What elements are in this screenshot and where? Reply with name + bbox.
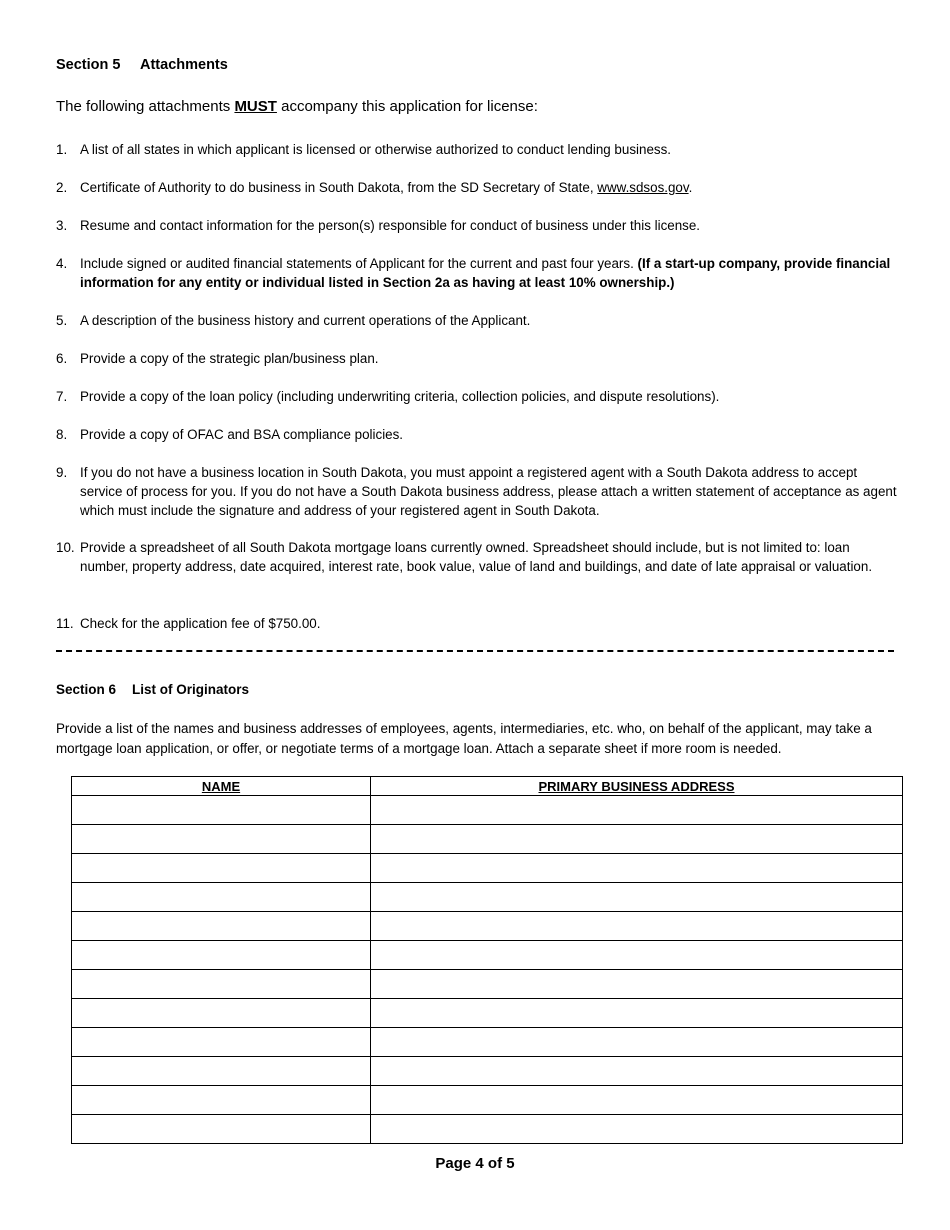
startup-note: (If a start-up company, provide financial information for any entity or individual listed in Section 2a as having at least 10% ownership.) (80, 256, 891, 290)
address-column-header: PRIMARY BUSINESS ADDRESS (371, 777, 903, 796)
name-cell[interactable] (72, 970, 371, 999)
address-cell[interactable] (371, 1057, 903, 1086)
table-header-row (72, 777, 903, 796)
table-row (72, 1086, 903, 1115)
attachment-item-1: 1. A list of all states in which applicant is licensed or otherwise authorized to conduct lending business. (56, 142, 672, 157)
section-6-title: List of Originators (132, 682, 250, 697)
section-divider (56, 650, 894, 652)
address-cell[interactable] (371, 1115, 903, 1144)
table-row (72, 854, 903, 883)
table-row (72, 999, 903, 1028)
attachment-item-7: 7. Provide a copy of the loan policy (including underwriting criteria, collection policies, and dispute resolutions). (56, 389, 720, 404)
table-row (72, 941, 903, 970)
name-cell[interactable] (72, 1115, 371, 1144)
name-column-header: NAME (72, 777, 371, 796)
name-cell[interactable] (72, 912, 371, 941)
section-6-number: Section 6 (56, 682, 117, 697)
page-number: Page 4 of 5 (435, 1155, 515, 1172)
name-cell[interactable] (72, 1086, 371, 1115)
name-cell[interactable] (72, 1028, 371, 1057)
originators-table (71, 776, 903, 1144)
table-row (72, 1057, 903, 1086)
attachment-item-3: 3. Resume and contact information for the person(s) responsible for conduct of business under this license. (56, 218, 701, 233)
name-cell[interactable] (72, 1057, 371, 1086)
attachments-intro: The following attachments MUST accompany this application for license: (56, 98, 538, 115)
table-row (72, 970, 903, 999)
table-row (72, 796, 903, 825)
table-row (72, 1028, 903, 1057)
address-cell[interactable] (371, 883, 903, 912)
address-cell[interactable] (371, 999, 903, 1028)
table-row (72, 883, 903, 912)
name-cell[interactable] (72, 796, 371, 825)
name-cell[interactable] (72, 883, 371, 912)
address-cell[interactable] (371, 796, 903, 825)
address-cell[interactable] (371, 1028, 903, 1057)
name-cell[interactable] (72, 941, 371, 970)
name-cell[interactable] (72, 825, 371, 854)
section-5-title: Attachments (140, 57, 228, 73)
section-5-number: Section 5 (56, 57, 121, 73)
table-row (72, 825, 903, 854)
attachment-item-10: 10. Provide a spreadsheet of all South Dakota mortgage loans currently owned. Spreadsheet should include, but is not limited to: loan number, property address, date acquired, interest rate, book value, value of land and buildings, and date of late appraisal or valuation. (56, 540, 873, 574)
name-cell[interactable] (72, 854, 371, 883)
sdsos-link[interactable]: www.sdsos.gov (597, 180, 689, 195)
table-row (72, 1115, 903, 1144)
attachment-item-2: 2. Certificate of Authority to do business in South Dakota, from the SD Secretary of State, www.sdsos.gov. (56, 180, 693, 195)
address-cell[interactable] (371, 854, 903, 883)
table-row (72, 912, 903, 941)
address-cell[interactable] (371, 941, 903, 970)
attachment-item-9: 9. If you do not have a business location in South Dakota, you must appoint a registered agent with a South Dakota address to accept service of process for you. If you do not have a South Dakota business address, please attach a written statement of acceptance as agent which must include the signature and address of your registered agent in South Dakota. (56, 465, 897, 518)
attachment-item-8: 8. Provide a copy of OFAC and BSA compliance policies. (56, 427, 404, 442)
address-cell[interactable] (371, 970, 903, 999)
section-5-heading (56, 57, 228, 73)
address-cell[interactable] (371, 825, 903, 854)
section-6-heading (56, 682, 249, 697)
attachment-item-11: 11. Check for the application fee of $750.00. (56, 616, 321, 631)
name-cell[interactable] (72, 999, 371, 1028)
attachment-item-5: 5. A description of the business history and current operations of the Applicant. (56, 313, 531, 328)
attachment-item-4: 4. Include signed or audited financial statements of Applicant for the current and past four years. (If a start-up company, provide financial information for any entity or individual listed in Section 2a as having at least 10% ownership.) (56, 256, 891, 290)
originators-instructions: Provide a list of the names and business addresses of employees, agents, intermediaries, etc. who, on behalf of the applicant, may take a mortgage loan application, or offer, or negotiate terms of a mortgage loan. Attach a separate sheet if more room is needed. (56, 721, 872, 756)
must-emphasis: MUST (234, 98, 277, 115)
attachment-item-6: 6. Provide a copy of the strategic plan/business plan. (56, 351, 379, 366)
address-cell[interactable] (371, 912, 903, 941)
address-cell[interactable] (371, 1086, 903, 1115)
